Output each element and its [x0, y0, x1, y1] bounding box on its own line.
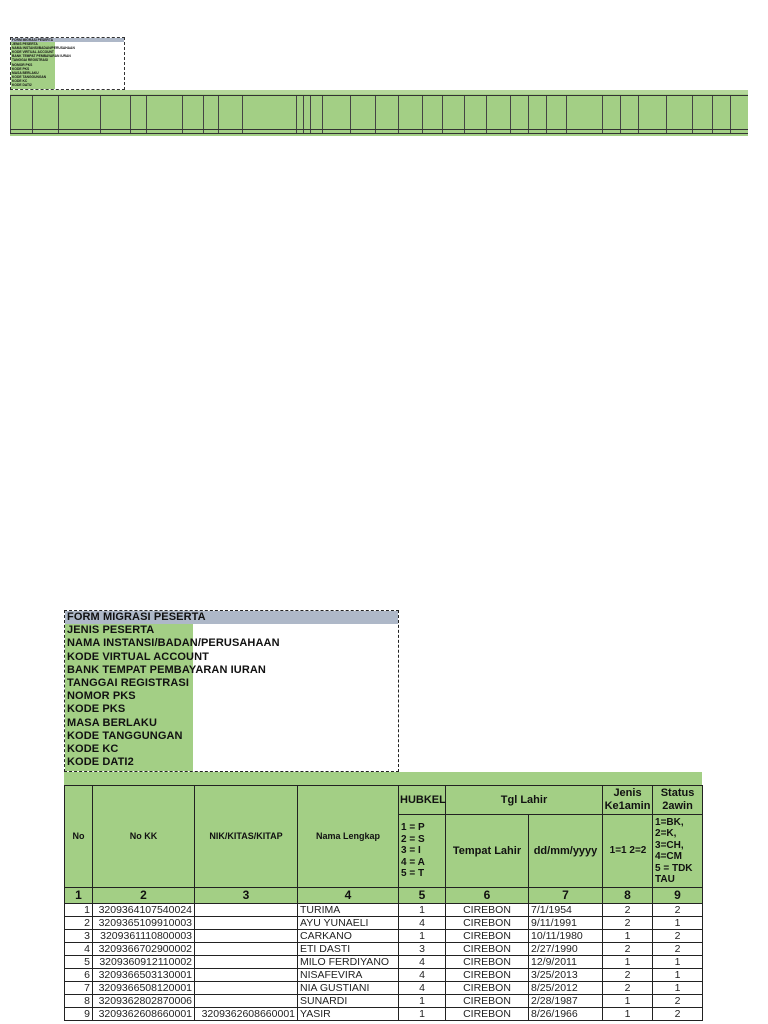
overview-column	[620, 96, 638, 129]
overview-column-number-cell	[510, 130, 528, 133]
sheet-overview-form	[10, 37, 125, 90]
header-tgl-lahir: Tgl Lahir	[446, 786, 603, 815]
overview-column	[322, 96, 350, 129]
cell-tempat-lahir[interactable]: CIREBON	[446, 917, 529, 930]
overview-column-number-cell	[146, 130, 182, 133]
cell-jenis-kelamin[interactable]: 2	[603, 969, 653, 982]
table-row	[65, 995, 703, 1008]
form-field-kode-tanggungan: KODE TANGGUNGAN	[67, 729, 183, 742]
cell-no[interactable]: 1	[65, 904, 93, 917]
overview-column-number-cell	[203, 130, 218, 133]
overview-column-number-cell	[58, 130, 100, 133]
cell-no-kk[interactable]: 3209362608660001	[93, 1008, 195, 1021]
form-field-nama-instansi: NAMA INSTANSI/BADAN/PERUSAHAAN	[67, 637, 280, 650]
column-number: 2	[93, 888, 195, 904]
cell-nama[interactable]: CARKANO	[298, 930, 399, 943]
form-field-jenis-peserta: JENIS PESERTA	[67, 624, 155, 637]
cell-tgl-lahir[interactable]: 7/1/1954	[529, 904, 603, 917]
table-row	[65, 1008, 703, 1021]
overview-field-label: TANGGAI REGISTRASI	[12, 58, 49, 63]
overview-column	[350, 96, 375, 129]
table-row	[65, 904, 703, 917]
table-row	[65, 956, 703, 969]
cell-hubkel[interactable]: 4	[399, 982, 446, 995]
cell-hubkel[interactable]: 1	[399, 930, 446, 943]
form-info-block	[64, 610, 399, 772]
table-row	[65, 969, 703, 982]
participant-table-body	[65, 904, 703, 1021]
overview-column-number-cell	[350, 130, 375, 133]
overview-field-label: KODE KC	[12, 78, 28, 83]
cell-nama[interactable]: AYU YUNAELI	[298, 917, 399, 930]
column-number: 3	[195, 888, 298, 904]
form-title: FORM MIGRASI PESERTA	[67, 611, 206, 623]
cell-status-kawin[interactable]: 1	[653, 982, 703, 995]
overview-column-number-cell	[322, 130, 350, 133]
overview-column	[486, 96, 510, 129]
overview-column	[296, 96, 303, 129]
overview-column-number-cell	[310, 130, 322, 133]
header-jenis-kelamin: Jenis Ke1amin	[603, 786, 653, 815]
cell-nik[interactable]	[195, 904, 298, 917]
cell-no-kk[interactable]: 3209360912110002	[93, 956, 195, 969]
cell-status-kawin[interactable]: 2	[653, 943, 703, 956]
overview-field-label: NOMOR PKS	[12, 62, 33, 67]
cell-status-kawin[interactable]: 2	[653, 1008, 703, 1021]
overview-column	[464, 96, 486, 129]
overview-column	[58, 96, 100, 129]
cell-nama[interactable]: ETI DASTI	[298, 943, 399, 956]
header-jk-codes: 1=1 2=2	[603, 815, 653, 888]
overview-column-number-cell	[218, 130, 242, 133]
cell-status-kawin[interactable]: 1	[653, 917, 703, 930]
cell-jenis-kelamin[interactable]: 1	[603, 930, 653, 943]
overview-column-number-cell	[566, 130, 602, 133]
overview-column	[218, 96, 242, 129]
overview-column-number-cell	[546, 130, 566, 133]
form-field-bank: BANK TEMPAT PEMBAYARAN IURAN	[67, 663, 266, 676]
cell-no[interactable]: 5	[65, 956, 93, 969]
cell-tempat-lahir[interactable]: CIREBON	[446, 956, 529, 969]
overview-column	[712, 96, 730, 129]
overview-column-number-cell	[242, 130, 296, 133]
overview-column-number-cell	[666, 130, 692, 133]
header-nik: NIK/KITAS/KITAP	[195, 786, 298, 888]
cell-jenis-kelamin[interactable]: 1	[603, 956, 653, 969]
cell-status-kawin[interactable]: 1	[653, 956, 703, 969]
cell-no-kk[interactable]: 3209366508120001	[93, 982, 195, 995]
cell-nama[interactable]: YASIR	[298, 1008, 399, 1021]
overview-column-number-cell	[303, 130, 310, 133]
cell-no-kk[interactable]: 3209366702900002	[93, 943, 195, 956]
overview-column-number-cell	[296, 130, 303, 133]
cell-hubkel[interactable]: 1	[399, 1008, 446, 1021]
overview-field-label: KODE PKS	[12, 66, 30, 71]
overview-column-number-cell	[10, 130, 32, 133]
overview-column-number-cell	[730, 130, 748, 133]
participant-table	[64, 785, 702, 1021]
overview-field-label: JENIS PESERTA	[12, 42, 38, 47]
form-field-nomor-pks: NOMOR PKS	[67, 690, 136, 703]
cell-tempat-lahir[interactable]: CIREBON	[446, 930, 529, 943]
overview-header-grid	[10, 95, 748, 130]
cell-jenis-kelamin[interactable]: 2	[603, 982, 653, 995]
column-number: 5	[399, 888, 446, 904]
overview-field-label: MASA BERLAKU	[12, 70, 39, 75]
overview-column	[510, 96, 528, 129]
cell-no-kk[interactable]: 3209365109910003	[93, 917, 195, 930]
table-row	[65, 982, 703, 995]
overview-field-label: NAMA INSTANSI/BADAN/PERUSAHAAN	[12, 46, 75, 51]
cell-tempat-lahir[interactable]: CIREBON	[446, 904, 529, 917]
form-field-kode-pks: KODE PKS	[67, 703, 126, 716]
cell-hubkel[interactable]: 4	[399, 956, 446, 969]
cell-status-kawin[interactable]: 2	[653, 930, 703, 943]
overview-field-label: KODE DATI2	[12, 83, 32, 88]
cell-status-kawin[interactable]: 2	[653, 995, 703, 1008]
overview-column	[566, 96, 602, 129]
cell-tempat-lahir[interactable]: CIREBON	[446, 1008, 529, 1021]
header-nama-lengkap: Nama Lengkap	[298, 786, 399, 888]
table-row	[65, 930, 703, 943]
overview-column	[422, 96, 442, 129]
column-number: 4	[298, 888, 399, 904]
overview-column-number-cell	[100, 130, 130, 133]
column-number: 9	[653, 888, 703, 904]
table-row	[65, 943, 703, 956]
overview-column	[546, 96, 566, 129]
cell-nik[interactable]	[195, 930, 298, 943]
overview-field-label: KODE VIRTUAL ACCOUNT	[12, 50, 54, 55]
cell-no-kk[interactable]: 3209366503130001	[93, 969, 195, 982]
overview-table-strip	[10, 90, 748, 94]
overview-column	[303, 96, 310, 129]
overview-column	[182, 96, 203, 129]
form-field-kode-kc: KODE KC	[67, 742, 119, 755]
overview-column-number-cell	[528, 130, 546, 133]
header-kawin-codes: 1=BK, 2=K, 3=CH, 4=CM 5 = TDK TAU	[653, 815, 703, 888]
header-no-kk: No KK	[93, 786, 195, 888]
overview-column-number-cell	[422, 130, 442, 133]
cell-jenis-kelamin[interactable]: 1	[603, 1008, 653, 1021]
overview-column-number-cell	[32, 130, 58, 133]
cell-status-kawin[interactable]: 1	[653, 969, 703, 982]
overview-column	[130, 96, 146, 129]
overview-column	[146, 96, 182, 129]
cell-jenis-kelamin[interactable]: 2	[603, 904, 653, 917]
overview-column	[10, 96, 32, 129]
column-number-row	[65, 888, 703, 904]
header-date-format: dd/mm/yyyy	[529, 815, 603, 888]
cell-nik[interactable]	[195, 982, 298, 995]
cell-hubkel[interactable]: 4	[399, 917, 446, 930]
overview-field-label: BANK TEMPAT PEMBAYARAN IURAN	[12, 54, 71, 59]
column-number: 7	[529, 888, 603, 904]
header-no: No	[65, 786, 93, 888]
cell-no[interactable]: 6	[65, 969, 93, 982]
header-tempat-lahir: Tempat Lahir	[446, 815, 529, 888]
overview-column	[666, 96, 692, 129]
cell-tgl-lahir[interactable]: 10/11/1980	[529, 930, 603, 943]
overview-column-number-cell	[602, 130, 620, 133]
cell-nama[interactable]: NISAFEVIRA	[298, 969, 399, 982]
overview-column-numbers	[10, 130, 748, 134]
overview-column-number-cell	[442, 130, 464, 133]
overview-column	[375, 96, 398, 129]
cell-hubkel[interactable]: 1	[399, 995, 446, 1008]
overview-column-number-cell	[375, 130, 398, 133]
column-number: 8	[603, 888, 653, 904]
cell-hubkel[interactable]: 1	[399, 904, 446, 917]
cell-no[interactable]: 4	[65, 943, 93, 956]
cell-no[interactable]: 8	[65, 995, 93, 1008]
cell-status-kawin[interactable]: 2	[653, 904, 703, 917]
overview-column	[528, 96, 546, 129]
sheet-overview-table	[10, 90, 748, 136]
cell-nik[interactable]	[195, 943, 298, 956]
cell-tgl-lahir[interactable]: 2/27/1990	[529, 943, 603, 956]
overview-column	[638, 96, 666, 129]
cell-jenis-kelamin[interactable]: 2	[603, 943, 653, 956]
header-status-kawin: Status 2awin	[653, 786, 703, 815]
form-field-kode-virtual-account: KODE VIRTUAL ACCOUNT	[67, 650, 209, 663]
cell-nik[interactable]	[195, 917, 298, 930]
cell-nik[interactable]: 3209362608660001	[195, 1008, 298, 1021]
cell-no[interactable]: 3	[65, 930, 93, 943]
overview-column	[398, 96, 422, 129]
cell-no-kk[interactable]: 3209362802870006	[93, 995, 195, 1008]
cell-nama[interactable]: NIA GUSTIANI	[298, 982, 399, 995]
table-top-strip	[64, 772, 702, 785]
table-row	[65, 917, 703, 930]
cell-tempat-lahir[interactable]: CIREBON	[446, 969, 529, 982]
header-hubkel: HUBKEL	[399, 786, 446, 815]
form-field-tanggal-registrasi: TANGGAI REGISTRASI	[67, 676, 189, 689]
overview-column	[692, 96, 712, 129]
cell-no[interactable]: 7	[65, 982, 93, 995]
cell-tgl-lahir[interactable]: 2/28/1987	[529, 995, 603, 1008]
form-field-kode-dati2: KODE DATI2	[67, 756, 134, 769]
cell-hubkel[interactable]: 4	[399, 969, 446, 982]
overview-column	[100, 96, 130, 129]
cell-tgl-lahir[interactable]: 3/25/2013	[529, 969, 603, 982]
cell-nama[interactable]: SUNARDI	[298, 995, 399, 1008]
cell-nama[interactable]: TURIMA	[298, 904, 399, 917]
cell-tempat-lahir[interactable]: CIREBON	[446, 943, 529, 956]
header-hubkel-codes: 1 = P 2 = S 3 = I 4 = A 5 = T	[399, 815, 446, 888]
column-number: 1	[65, 888, 93, 904]
cell-nama[interactable]: MILO FERDIYANO	[298, 956, 399, 969]
cell-tgl-lahir[interactable]: 12/9/2011	[529, 956, 603, 969]
cell-tempat-lahir[interactable]: CIREBON	[446, 982, 529, 995]
overview-column-number-cell	[486, 130, 510, 133]
cell-tgl-lahir[interactable]: 8/25/2012	[529, 982, 603, 995]
cell-hubkel[interactable]: 3	[399, 943, 446, 956]
column-number: 6	[446, 888, 529, 904]
overview-column-number-cell	[712, 130, 730, 133]
cell-tgl-lahir[interactable]: 9/11/1991	[529, 917, 603, 930]
cell-tgl-lahir[interactable]: 8/26/1966	[529, 1008, 603, 1021]
overview-column	[203, 96, 218, 129]
cell-no-kk[interactable]: 3209361110800003	[93, 930, 195, 943]
cell-tempat-lahir[interactable]: CIREBON	[446, 995, 529, 1008]
cell-no-kk[interactable]: 3209364107540024	[93, 904, 195, 917]
overview-form-title: FORM MIGRASI PESERTA	[12, 38, 53, 42]
overview-column-number-cell	[464, 130, 486, 133]
cell-nik[interactable]	[195, 956, 298, 969]
overview-column-number-cell	[130, 130, 146, 133]
overview-column	[730, 96, 748, 129]
overview-column	[32, 96, 58, 129]
overview-column-number-cell	[620, 130, 638, 133]
cell-no[interactable]: 9	[65, 1008, 93, 1021]
overview-column-number-cell	[182, 130, 203, 133]
overview-column	[242, 96, 296, 129]
cell-jenis-kelamin[interactable]: 1	[603, 995, 653, 1008]
form-field-masa-berlaku: MASA BERLAKU	[67, 716, 158, 729]
overview-column-number-cell	[398, 130, 422, 133]
overview-field-label: KODE TANGGUNGAN	[12, 74, 47, 79]
cell-jenis-kelamin[interactable]: 2	[603, 917, 653, 930]
overview-column	[442, 96, 464, 129]
overview-column	[602, 96, 620, 129]
cell-nik[interactable]	[195, 995, 298, 1008]
overview-column	[310, 96, 322, 129]
overview-column-number-cell	[692, 130, 712, 133]
overview-column-number-cell	[638, 130, 666, 133]
cell-nik[interactable]	[195, 969, 298, 982]
cell-no[interactable]: 2	[65, 917, 93, 930]
